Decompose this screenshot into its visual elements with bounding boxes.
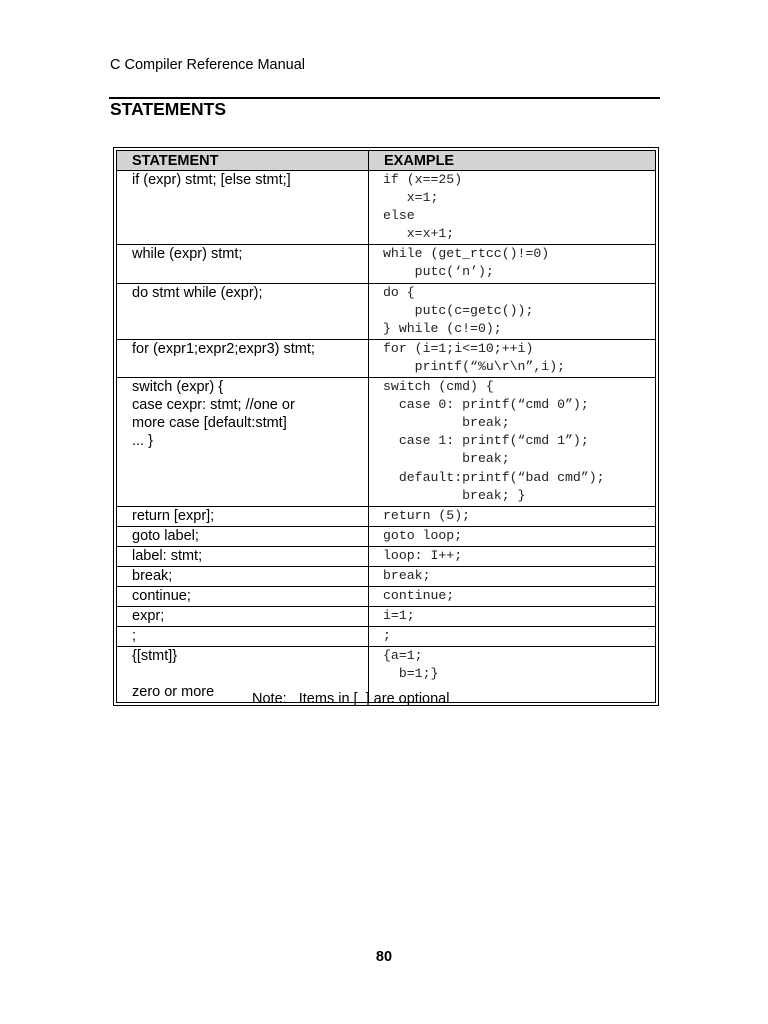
statement-cell: if (expr) stmt; [else stmt;] <box>117 171 369 245</box>
statement-cell: {[stmt]} zero or more <box>117 647 369 703</box>
statement-cell: return [expr]; <box>117 506 369 526</box>
table-row <box>117 546 656 566</box>
table-row <box>117 607 656 627</box>
example-code-cell: continue; <box>369 587 656 607</box>
example-code-cell: ; <box>369 627 656 647</box>
table-row <box>117 526 656 546</box>
page-number: 80 <box>375 949 393 965</box>
table-row <box>117 566 656 586</box>
table-row <box>117 378 656 507</box>
example-code-cell: break; <box>369 566 656 586</box>
statements-table <box>116 150 656 703</box>
table-row <box>117 171 656 245</box>
statement-cell: ; <box>117 627 369 647</box>
column-header-statement: STATEMENT <box>117 151 369 171</box>
example-code-cell: if (x==25) x=1; else x=x+1; <box>369 171 656 245</box>
example-code-cell: {a=1; b=1;} <box>369 647 656 703</box>
statement-cell: for (expr1;expr2;expr3) stmt; <box>117 339 369 377</box>
running-header: C Compiler Reference Manual <box>110 57 306 73</box>
table-row <box>117 627 656 647</box>
statement-cell: do stmt while (expr); <box>117 283 369 339</box>
optional-items-note: Note: Items in [ ] are optional <box>252 691 450 707</box>
table-body <box>117 171 656 703</box>
table-row <box>117 587 656 607</box>
statement-cell: break; <box>117 566 369 586</box>
statements-table-frame <box>113 147 659 706</box>
statement-cell: expr; <box>117 607 369 627</box>
example-code-cell: goto loop; <box>369 526 656 546</box>
statement-cell: label: stmt; <box>117 546 369 566</box>
statement-cell: goto label; <box>117 526 369 546</box>
example-code-cell: i=1; <box>369 607 656 627</box>
table-row <box>117 283 656 339</box>
example-code-cell: for (i=1;i<=10;++i) printf(“%u\r\n”,i); <box>369 339 656 377</box>
section-title: STATEMENTS <box>110 99 227 119</box>
statement-cell: continue; <box>117 587 369 607</box>
table-row <box>117 339 656 377</box>
example-code-cell: do { putc(c=getc()); } while (c!=0); <box>369 283 656 339</box>
table-row <box>117 506 656 526</box>
statement-cell: while (expr) stmt; <box>117 245 369 283</box>
example-code-cell: return (5); <box>369 506 656 526</box>
table-row <box>117 245 656 283</box>
example-code-cell: while (get_rtcc()!=0) putc(‘n’); <box>369 245 656 283</box>
example-code-cell: switch (cmd) { case 0: printf(“cmd 0”); break; case 1: printf(“cmd 1”); break; default:printf(“bad cmd”); break; } <box>369 378 656 507</box>
example-code-cell: loop: I++; <box>369 546 656 566</box>
statement-cell: switch (expr) { case cexpr: stmt; //one or more case [default:stmt] ... } <box>117 378 369 507</box>
column-header-example: EXAMPLE <box>369 151 656 171</box>
table-header-row <box>117 151 656 171</box>
